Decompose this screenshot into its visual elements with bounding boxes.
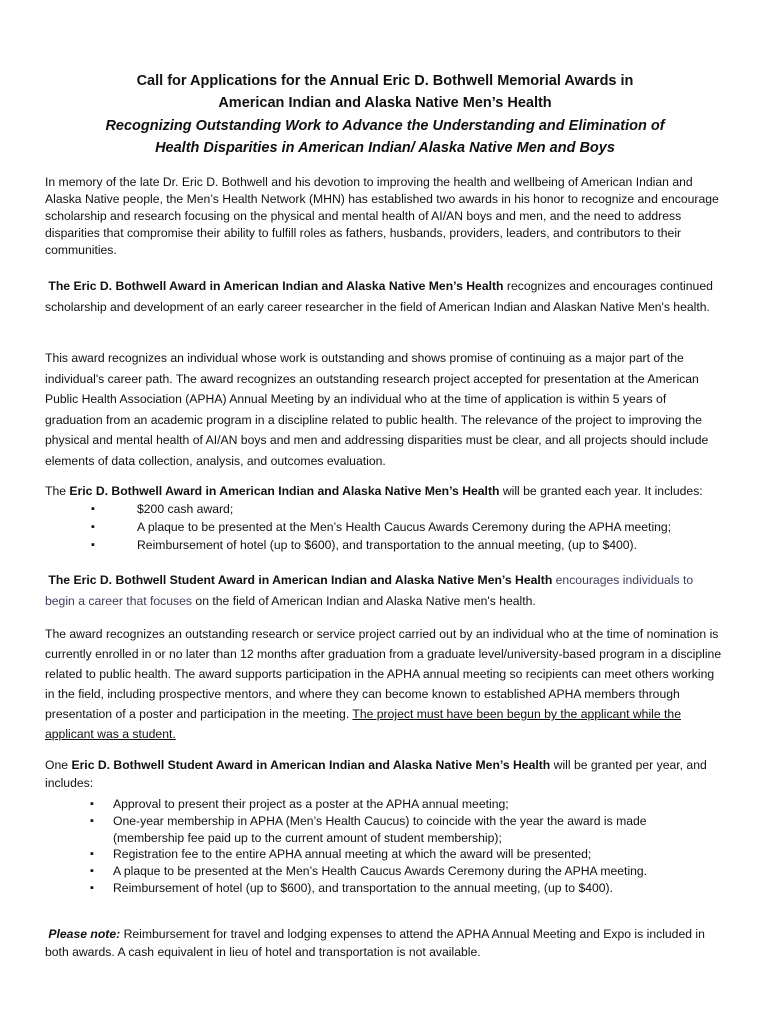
award1-includes-list xyxy=(137,500,737,554)
award2-name-part1: The Eric D. xyxy=(48,573,116,587)
award2-requirement: The project must have been begun by the applicant while the applicant was a student. xyxy=(45,707,681,741)
note-label: Please note: xyxy=(48,927,121,941)
list-item: ▪ Approval to present their project as a poster at the APHA annual meeting; xyxy=(113,796,713,813)
list-item: ▪ Reimbursement of hotel (up to $600), and transportation to the annual meeting, (up to $400). xyxy=(137,536,737,554)
award1-granted-suffix: will be granted each year. It includes: xyxy=(499,484,703,498)
award2-paragraph xyxy=(45,570,725,611)
intro-paragraph: In memory of the late Dr. Eric D. Bothwell and his devotion to improving the health and wellbeing of American Indian and Alaska Native people, the Men’s Health Network (MHN) has established two awards in his honor to recognize and encourage scholarship and research focusing on the physical and mental health of AI/AN boys and men, and the need to address disparities that compromise their ability to fulfill roles as fathers, husbands, providers, leaders, and contributors to their communities. xyxy=(45,175,719,257)
page-title-line-2: American Indian and Alaska Native Men’s Health xyxy=(218,95,552,111)
award1-granted-prefix: The xyxy=(45,484,70,498)
award2-text: on the field of American Indian and Alaska Native men's health. xyxy=(192,593,536,608)
list-item: ▪ A plaque to be presented at the Men’s Health Caucus Awards Ceremony during the APHA meeting; xyxy=(137,518,737,536)
list-item: ▪ Registration fee to the entire APHA annual meeting at which the award will be presented; xyxy=(113,846,713,863)
award2-description xyxy=(45,624,725,744)
award2-granted-prefix: One xyxy=(45,758,72,772)
award2-includes-list xyxy=(113,796,713,897)
award2-granted xyxy=(45,756,725,792)
list-item: ▪ A plaque to be presented at the Men’s Health Caucus Awards Ceremony during the APHA meeting. xyxy=(113,863,713,880)
award2-granted-suffix: will be granted per year, and includes: xyxy=(45,758,707,790)
award1-text: recognizes and encourages continued scholarship and development of an early career researcher in the field of American Indian and Alaskan Native Men's health. xyxy=(45,279,713,314)
award1-description: This award recognizes an individual whose work is outstanding and shows promise of continuing as a major part of the individual's career path. The award recognizes an outstanding research project accepted for presentation at the American Public Health Association (APHA) Annual Meeting by an individual who at the time of application is within 5 years of graduation from an academic program in a discipline related to public health. The relevance of the project to improving the physical and mental health of AI/AN boys and men and addressing disparities must be clear, and all projects should include elements of data collection, analysis, and outcomes evaluation. xyxy=(45,351,709,468)
award2-name-part2: Bothwell Student Award in American Indian and Alaska Native Men’s Health xyxy=(115,573,553,587)
award1-granted-name: Eric D. Bothwell Award in American Indian and Alaska Native Men’s Health xyxy=(69,484,500,498)
note-paragraph xyxy=(45,926,725,961)
list-item: ▪ One-year membership in APHA (Men’s Health Caucus) to coincide with the year the award is made (membership fee paid up to the current amount of student membership); xyxy=(113,813,713,847)
award2-granted-name: Eric D. Bothwell Student Award in American Indian and Alaska Native Men’s Health xyxy=(71,758,551,772)
list-item: ▪ Reimbursement of hotel (up to $600), and transportation to the annual meeting, (up to $400). xyxy=(113,880,713,897)
award2-lead: encourages individuals to begin a career that focuses xyxy=(45,573,694,608)
page-subtitle-line-1: Recognizing Outstanding Work to Advance the Understanding and Elimination of xyxy=(105,118,665,134)
page-title-line-1: Call for Applications for the Annual Eric D. Bothwell Memorial Awards in xyxy=(136,73,634,89)
award1-name: The Eric D. Bothwell Award in American Indian and Alaska Native Men’s Health xyxy=(48,279,504,293)
page-subtitle-line-2: Health Disparities in American Indian/ Alaska Native Men and Boys xyxy=(155,140,615,156)
award1-granted xyxy=(45,482,725,500)
award1-paragraph xyxy=(45,276,725,317)
list-item: ▪ $200 cash award; xyxy=(137,500,737,518)
award2-description-text: The award recognizes an outstanding research or service project carried out by an individual who at the time of nomination is currently enrolled in or no later than 12 months after graduation from a graduate level/university-based program in a discipline related to public health. The award supports participation in the APHA annual meeting so recipients can meet others working in the field, including prospective mentors, and where they can become known to established APHA members through presentation of a poster and participation in the meeting. xyxy=(45,627,722,721)
note-text: Reimbursement for travel and lodging expenses to attend the APHA Annual Meeting and Expo is included in both awards. A cash equivalent in lieu of hotel and transportation is not available. xyxy=(45,927,705,959)
